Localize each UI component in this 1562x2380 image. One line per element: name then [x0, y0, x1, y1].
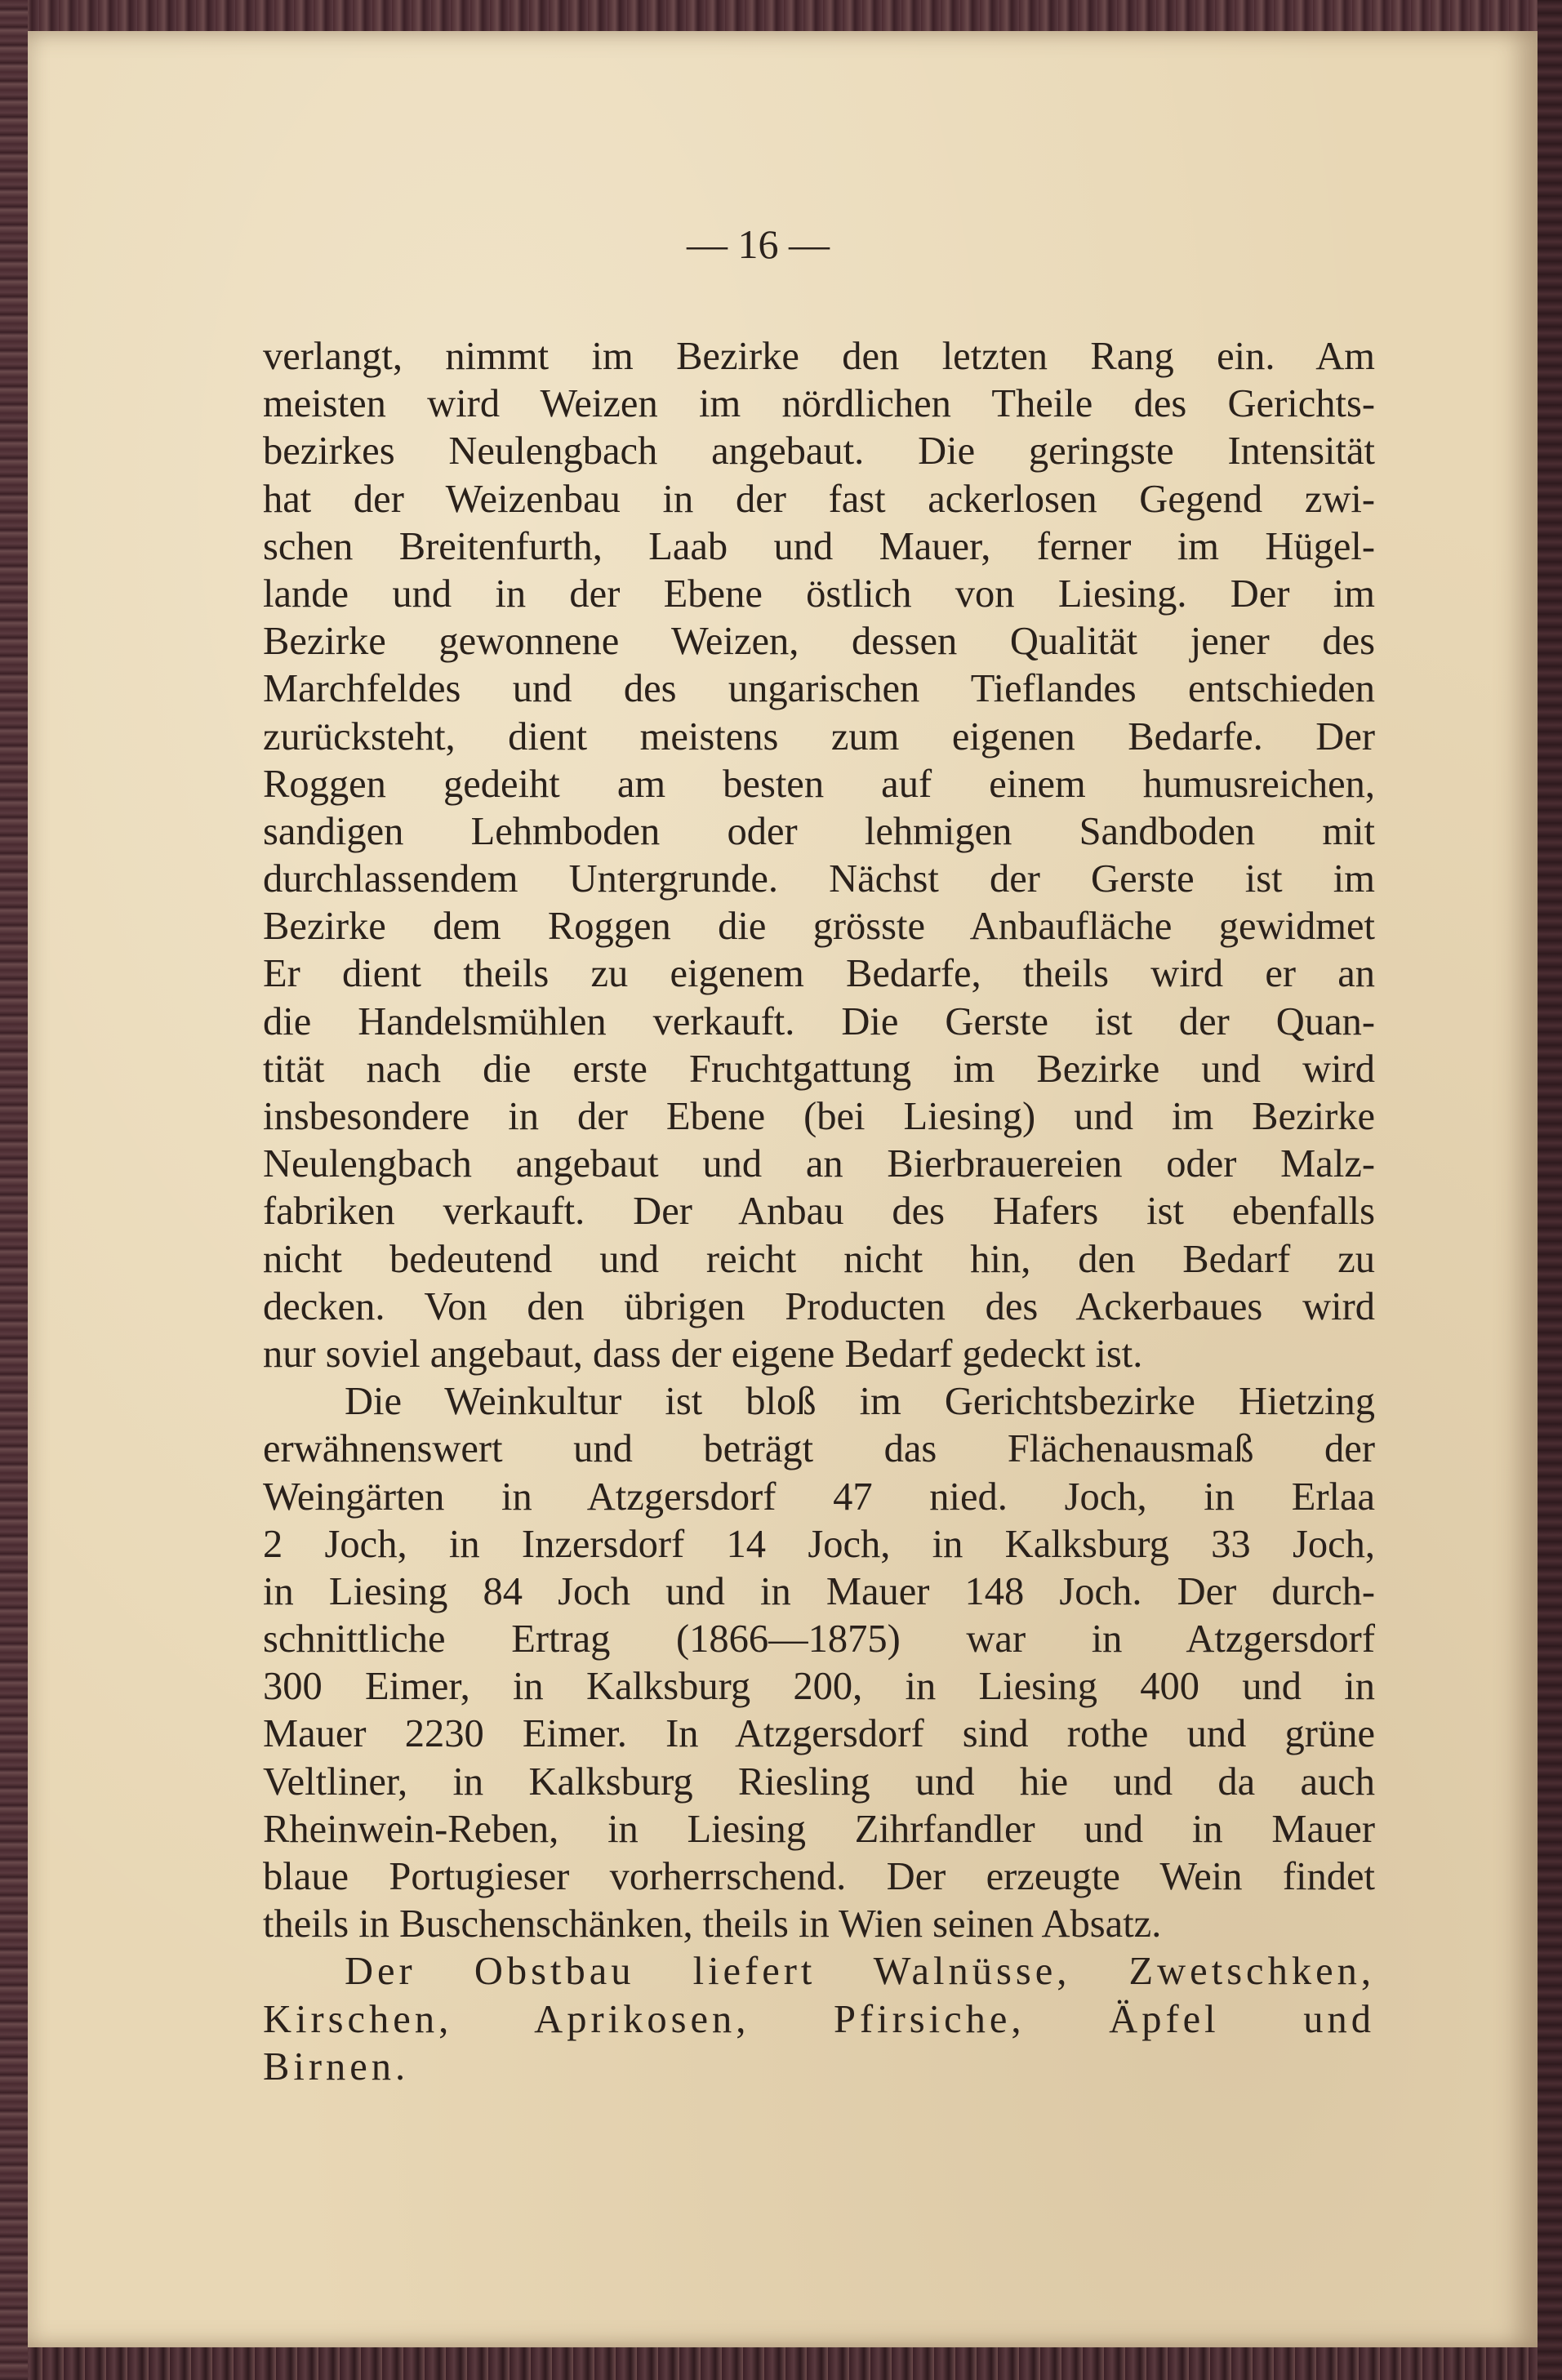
text-line: durchlassendem Untergrunde. Nächst der Gerste ist im — [263, 857, 1375, 901]
text-line: blaue Portugieser vorherrschend. Der erzeugte Wein findet — [263, 1855, 1375, 1898]
text-line: nur soviel angebaut, dass der eigene Bedarf gedeckt ist. — [263, 1332, 1143, 1376]
paragraph-start-line: Die Weinkultur ist bloß im Gerichtsbezirke Hietzing — [345, 1380, 1375, 1424]
book-page — [28, 31, 1538, 2347]
book-binding-top — [0, 0, 1562, 33]
text-line: decken. Von den übrigen Producten des Ackerbaues wird — [263, 1284, 1375, 1328]
text-line: sandigen Lehmboden oder lehmigen Sandboden mit — [263, 809, 1375, 853]
book-binding-left — [0, 0, 28, 2380]
text-line: die Handelsmühlen verkauft. Die Gerste ist der Quan- — [263, 999, 1375, 1043]
text-line: Neulengbach angebaut und an Bierbrauereien oder Malz- — [263, 1142, 1375, 1186]
text-line: hat der Weizenbau in der fast ackerlosen Gegend zwi- — [263, 477, 1375, 521]
text-line: bezirkes Neulengbach angebaut. Die geringste Intensität — [263, 429, 1375, 474]
text-line: 2 Joch, in Inzersdorf 14 Joch, in Kalksburg 33 Joch, — [263, 1522, 1375, 1566]
book-binding-right — [1538, 0, 1562, 2380]
text-line: fabriken verkauft. Der Anbau des Hafers ist ebenfalls — [263, 1190, 1375, 1234]
text-line: Bezirke gewonnene Weizen, dessen Qualität jener des — [263, 620, 1375, 664]
text-line: Birnen. — [263, 2044, 410, 2089]
text-line: tität nach die erste Fruchtgattung im Bezirke und wird — [263, 1047, 1375, 1091]
text-line: schen Breitenfurth, Laab und Mauer, ferner im Hügel- — [263, 524, 1375, 568]
book-binding-bottom — [0, 2347, 1562, 2380]
text-line: schnittliche Ertrag (1866—1875) war in Atzgersdorf — [263, 1617, 1375, 1662]
text-line: Rheinwein-Reben, in Liesing Zihrfandler und in Mauer — [263, 1807, 1375, 1851]
text-line: verlangt, nimmt im Bezirke den letzten Rang ein. Am — [263, 335, 1375, 378]
text-line: 300 Eimer, in Kalksburg 200, in Liesing 400 und in — [263, 1665, 1375, 1709]
text-line: nicht bedeutend und reicht nicht hin, den Bedarf zu — [263, 1237, 1375, 1281]
text-line: theils in Buschenschänken, theils in Wien seinen Absatz. — [263, 1902, 1162, 1946]
text-line: zurücksteht, dient meistens zum eigenen Bedarfe. Der — [263, 714, 1375, 758]
text-line: in Liesing 84 Joch und in Mauer 148 Joch. Der durch- — [263, 1569, 1375, 1613]
text-line: Mauer 2230 Eimer. In Atzgersdorf sind rothe und grüne — [263, 1712, 1375, 1756]
paragraph-start-line: Der Obstbau liefert Walnüsse, Zwetschken, — [345, 1950, 1375, 1994]
body-text — [263, 333, 1375, 2091]
text-line: Bezirke dem Roggen die grösste Anbaufläche gewidmet — [263, 905, 1375, 949]
text-line: Weingärten in Atzgersdorf 47 nied. Joch, in Erlaa — [263, 1475, 1375, 1519]
page-number: — 16 — — [687, 221, 830, 267]
text-line: Er dient theils zu eigenem Bedarfe, theils wird er an — [263, 952, 1375, 996]
text-line: Roggen gedeiht am besten auf einem humusreichen, — [263, 762, 1375, 806]
text-line: Marchfeldes und des ungarischen Tieflandes entschieden — [263, 667, 1375, 711]
text-line: erwähnenswert und beträgt das Flächenausmaß der — [263, 1427, 1375, 1471]
text-line: Kirschen, Aprikosen, Pfirsiche, Äpfel und — [263, 1997, 1375, 2041]
text-line: Veltliner, in Kalksburg Riesling und hie und da auch — [263, 1759, 1375, 1804]
text-line: insbesondere in der Ebene (bei Liesing) und im Bezirke — [263, 1095, 1375, 1138]
text-line: lande und in der Ebene östlich von Liesing. Der im — [263, 572, 1375, 616]
text-line: meisten wird Weizen im nördlichen Theile des Gerichts- — [263, 382, 1375, 426]
